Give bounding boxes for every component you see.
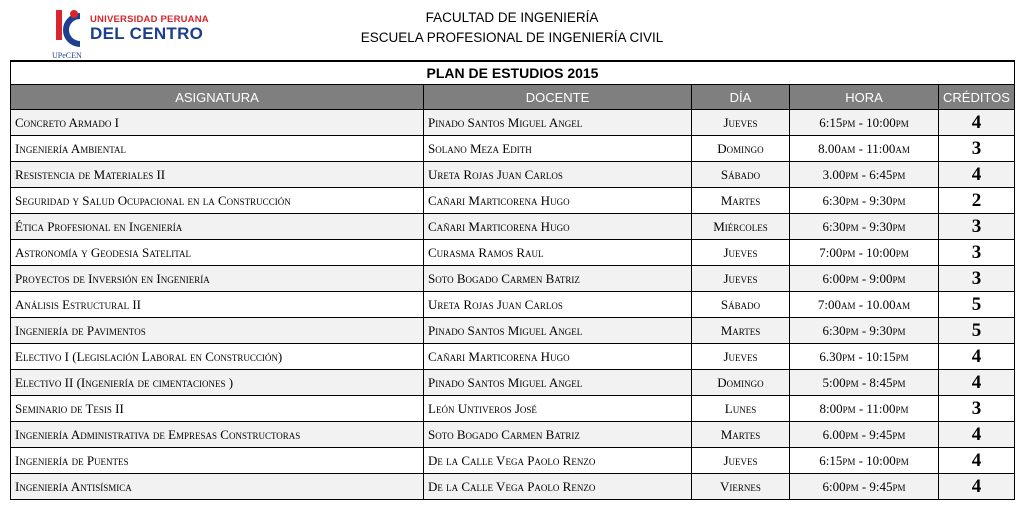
hora-cell: 6.30pm - 10:15pm <box>790 344 939 370</box>
logo-centro-line: DEL CENTRO <box>90 24 204 43</box>
docente-cell: Cañari Marticorena Hugo <box>424 344 692 370</box>
hora-cell: 6.00pm - 9:45pm <box>790 422 939 448</box>
asignatura-cell: Electivo I (Legislación Laboral en Construcción) <box>11 344 424 370</box>
hora-cell: 8:00pm - 11:00pm <box>790 396 939 422</box>
docente-cell: León Untiveros José <box>424 396 692 422</box>
creditos-cell: 4 <box>939 474 1015 500</box>
table-row <box>11 474 1015 500</box>
asignatura-cell: Ingeniería Antisísmica <box>11 474 424 500</box>
creditos-cell: 4 <box>939 370 1015 396</box>
table-row <box>11 162 1015 188</box>
asignatura-cell: Resistencia de Materiales II <box>11 162 424 188</box>
table-row <box>11 318 1015 344</box>
dia-cell: Viernes <box>692 474 790 500</box>
table-row <box>11 110 1015 136</box>
column-header-docente: DOCENTE <box>424 85 692 110</box>
hora-cell: 5:00pm - 8:45pm <box>790 370 939 396</box>
hora-cell: 7:00pm - 10:00pm <box>790 240 939 266</box>
asignatura-cell: Ingeniería de Puentes <box>11 448 424 474</box>
docente-cell: Ureta Rojas Juan Carlos <box>424 162 692 188</box>
table-row <box>11 214 1015 240</box>
creditos-cell: 4 <box>939 344 1015 370</box>
column-header-asignatura: ASIGNATURA <box>11 85 424 110</box>
column-header-creditos: CRÉDITOS <box>939 85 1015 110</box>
dia-cell: Domingo <box>692 136 790 162</box>
school-title: ESCUELA PROFESIONAL DE INGENIERÍA CIVIL <box>360 30 664 45</box>
hora-cell: 6:30pm - 9:30pm <box>790 318 939 344</box>
column-header-dia: DÍA <box>692 85 790 110</box>
dia-cell: Miércoles <box>692 214 790 240</box>
table-row <box>11 188 1015 214</box>
docente-cell: Soto Bogado Carmen Batriz <box>424 422 692 448</box>
hora-cell: 6:15pm - 10:00pm <box>790 448 939 474</box>
docente-cell: Ureta Rojas Juan Carlos <box>424 292 692 318</box>
dia-cell: Jueves <box>692 240 790 266</box>
column-header-hora: HORA <box>790 85 939 110</box>
creditos-cell: 3 <box>939 136 1015 162</box>
dia-cell: Jueves <box>692 344 790 370</box>
table-row <box>11 422 1015 448</box>
docente-cell: Pinado Santos Miguel Angel <box>424 318 692 344</box>
creditos-cell: 4 <box>939 422 1015 448</box>
docente-cell: Pinado Santos Miguel Angel <box>424 110 692 136</box>
dia-cell: Martes <box>692 318 790 344</box>
asignatura-cell: Seguridad y Salud Ocupacional en la Construcción <box>11 188 424 214</box>
asignatura-cell: Astronomía y Geodesia Satelital <box>11 240 424 266</box>
docente-cell: Cañari Marticorena Hugo <box>424 188 692 214</box>
creditos-cell: 5 <box>939 318 1015 344</box>
asignatura-cell: Seminario de Tesis II <box>11 396 424 422</box>
dia-cell: Jueves <box>692 448 790 474</box>
hora-cell: 6:00pm - 9:00pm <box>790 266 939 292</box>
creditos-cell: 4 <box>939 162 1015 188</box>
hora-cell: 3.00pm - 6:45pm <box>790 162 939 188</box>
creditos-cell: 4 <box>939 110 1015 136</box>
faculty-title: FACULTAD DE INGENIERÍA <box>425 10 599 25</box>
table-row <box>11 240 1015 266</box>
dia-cell: Martes <box>692 188 790 214</box>
hora-cell: 7:00am - 10.00am <box>790 292 939 318</box>
docente-cell: Soto Bogado Carmen Batriz <box>424 266 692 292</box>
table-row <box>11 448 1015 474</box>
dia-cell: Jueves <box>692 266 790 292</box>
table-row <box>11 344 1015 370</box>
dia-cell: Lunes <box>692 396 790 422</box>
asignatura-cell: Ingeniería Ambiental <box>11 136 424 162</box>
docente-cell: Pinado Santos Miguel Angel <box>424 370 692 396</box>
asignatura-cell: Análisis Estructural II <box>11 292 424 318</box>
asignatura-cell: Electivo II (Ingeniería de cimentaciones ) <box>11 370 424 396</box>
table-row <box>11 266 1015 292</box>
dia-cell: Sábado <box>692 162 790 188</box>
creditos-cell: 3 <box>939 240 1015 266</box>
hora-cell: 6:30pm - 9:30pm <box>790 214 939 240</box>
docente-cell: Curasma Ramos Raul <box>424 240 692 266</box>
creditos-cell: 3 <box>939 396 1015 422</box>
asignatura-cell: Ingeniería Administrativa de Empresas Constructoras <box>11 422 424 448</box>
hora-cell: 6:30pm - 9:30pm <box>790 188 939 214</box>
docente-cell: De la Calle Vega Paolo Renzo <box>424 474 692 500</box>
table-row <box>11 396 1015 422</box>
creditos-cell: 4 <box>939 448 1015 474</box>
table-row <box>11 370 1015 396</box>
logo-abbreviation: UPeCEN <box>52 51 82 60</box>
hora-cell: 6:15pm - 10:00pm <box>790 110 939 136</box>
dia-cell: Sábado <box>692 292 790 318</box>
asignatura-cell: Ingeniería de Pavimentos <box>11 318 424 344</box>
asignatura-cell: Concreto Armado I <box>11 110 424 136</box>
dia-cell: Martes <box>692 422 790 448</box>
creditos-cell: 3 <box>939 266 1015 292</box>
docente-cell: De la Calle Vega Paolo Renzo <box>424 448 692 474</box>
dia-cell: Jueves <box>692 110 790 136</box>
hora-cell: 8.00am - 11:00am <box>790 136 939 162</box>
table-row <box>11 136 1015 162</box>
dia-cell: Domingo <box>692 370 790 396</box>
study-plan-table <box>10 60 1014 500</box>
asignatura-cell: Ética Profesional en Ingeniería <box>11 214 424 240</box>
docente-cell: Solano Meza Edith <box>424 136 692 162</box>
creditos-cell: 2 <box>939 188 1015 214</box>
docente-cell: Cañari Marticorena Hugo <box>424 214 692 240</box>
hora-cell: 6:00pm - 9:45pm <box>790 474 939 500</box>
table-row <box>11 292 1015 318</box>
creditos-cell: 5 <box>939 292 1015 318</box>
creditos-cell: 3 <box>939 214 1015 240</box>
asignatura-cell: Proyectos de Inversión en Ingeniería <box>11 266 424 292</box>
table-title: PLAN DE ESTUDIOS 2015 <box>11 61 1015 85</box>
logo-university-line: UNIVERSIDAD PERUANA <box>90 14 209 25</box>
